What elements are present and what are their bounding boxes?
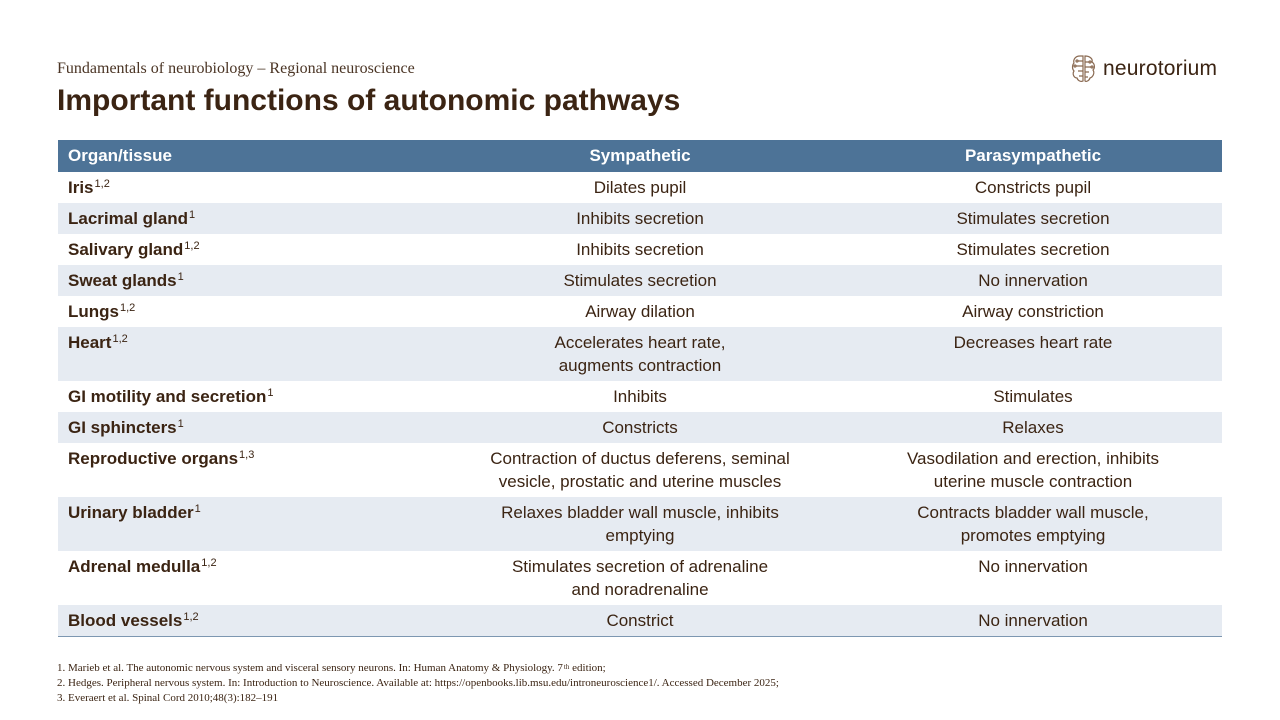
table-row bbox=[58, 443, 1222, 497]
reference-3: 3. Everaert et al. Spinal Cord 2010;48(3):182–191 bbox=[57, 692, 279, 704]
sympathetic-cell bbox=[436, 327, 844, 381]
reference-superscript: 1 bbox=[267, 387, 274, 399]
parasympathetic-cell bbox=[844, 497, 1222, 551]
sympathetic-text: Inhibits bbox=[613, 387, 667, 406]
organ-name: Blood vessels bbox=[68, 611, 183, 630]
organ-name: Lungs bbox=[68, 302, 119, 321]
parasympathetic-cell bbox=[844, 296, 1222, 327]
parasympathetic-text: Stimulates bbox=[993, 387, 1073, 406]
organ-name: Sweat glands bbox=[68, 271, 177, 290]
sympathetic-text: Contraction of ductus deferens, seminal bbox=[490, 449, 790, 468]
table-row bbox=[58, 234, 1222, 265]
reference-superscript: 1,2 bbox=[184, 240, 200, 252]
parasympathetic-cell bbox=[844, 381, 1222, 412]
table-row bbox=[58, 551, 1222, 605]
parasympathetic-text: No innervation bbox=[978, 611, 1088, 630]
sympathetic-cell bbox=[436, 234, 844, 265]
parasympathetic-cell bbox=[844, 412, 1222, 443]
sympathetic-cell bbox=[436, 265, 844, 296]
organ-cell bbox=[58, 203, 436, 234]
parasympathetic-text: Stimulates secretion bbox=[956, 240, 1110, 259]
parasympathetic-text: Decreases heart rate bbox=[953, 333, 1113, 352]
parasympathetic-text: Stimulates secretion bbox=[956, 209, 1110, 228]
parasympathetic-text: No innervation bbox=[978, 271, 1088, 290]
sympathetic-text: augments contraction bbox=[558, 356, 722, 375]
reference-superscript: 1,3 bbox=[239, 449, 255, 461]
sympathetic-cell bbox=[436, 381, 844, 412]
autonomic-functions-table bbox=[58, 140, 1222, 637]
organ-cell bbox=[58, 296, 436, 327]
reference-superscript: 1 bbox=[188, 209, 196, 221]
organ-cell bbox=[58, 605, 436, 637]
sympathetic-cell bbox=[436, 296, 844, 327]
sympathetic-text: Inhibits secretion bbox=[576, 240, 704, 259]
sympathetic-text: emptying bbox=[605, 526, 675, 545]
table-row bbox=[58, 327, 1222, 381]
organ-cell bbox=[58, 234, 436, 265]
table-row bbox=[58, 497, 1222, 551]
parasympathetic-text: No innervation bbox=[978, 557, 1088, 576]
column-header-sympathetic: Sympathetic bbox=[436, 140, 844, 172]
organ-cell bbox=[58, 381, 436, 412]
sympathetic-text: Airway dilation bbox=[585, 302, 695, 321]
parasympathetic-cell bbox=[844, 443, 1222, 497]
organ-name: Salivary gland bbox=[68, 240, 184, 259]
sympathetic-text: Constricts bbox=[602, 418, 678, 437]
organ-name: Iris bbox=[68, 178, 94, 197]
organ-name: Adrenal medulla bbox=[68, 557, 201, 576]
sympathetic-text: Inhibits secretion bbox=[576, 209, 704, 228]
parasympathetic-text: Constricts pupil bbox=[974, 178, 1092, 197]
parasympathetic-cell bbox=[844, 327, 1222, 381]
sympathetic-text: and noradrenaline bbox=[571, 580, 709, 599]
reference-2: 2. Hedges. Peripheral nervous system. In: Introduction to Neuroscience. Available at: https://openbooks.lib.msu.edu/introneuroscience1/. Accessed December 2025; bbox=[57, 677, 779, 689]
slide-subtitle: Fundamentals of neurobiology – Regional neuroscience bbox=[57, 60, 415, 77]
organ-name: GI sphincters bbox=[68, 418, 177, 437]
parasympathetic-cell bbox=[844, 203, 1222, 234]
brain-circuit-icon bbox=[1071, 53, 1097, 85]
sympathetic-cell bbox=[436, 443, 844, 497]
table-row bbox=[58, 296, 1222, 327]
organ-cell bbox=[58, 327, 436, 381]
parasympathetic-text: Contracts bladder wall muscle, bbox=[917, 503, 1149, 522]
column-header-organ: Organ/tissue bbox=[58, 140, 436, 172]
sympathetic-cell bbox=[436, 172, 844, 203]
reference-superscript: 1 bbox=[177, 271, 184, 283]
parasympathetic-cell bbox=[844, 234, 1222, 265]
organ-name: Urinary bladder bbox=[68, 503, 194, 522]
table-row bbox=[58, 412, 1222, 443]
parasympathetic-cell bbox=[844, 265, 1222, 296]
reference-superscript: 1,2 bbox=[183, 611, 199, 623]
sympathetic-text: Accelerates heart rate, bbox=[554, 333, 726, 352]
table-row bbox=[58, 172, 1222, 203]
organ-name: Reproductive organs bbox=[68, 449, 239, 468]
sympathetic-cell bbox=[436, 412, 844, 443]
organ-name: Lacrimal gland bbox=[68, 209, 188, 228]
organ-cell bbox=[58, 443, 436, 497]
sympathetic-text: Stimulates secretion of adrenaline bbox=[511, 557, 769, 576]
organ-name: GI motility and secretion bbox=[68, 387, 267, 406]
reference-superscript: 1 bbox=[177, 418, 184, 430]
sympathetic-text: Constrict bbox=[606, 611, 674, 630]
table-row bbox=[58, 605, 1222, 637]
logo-wordmark: neurotorium bbox=[1103, 57, 1218, 80]
parasympathetic-text: Relaxes bbox=[1002, 418, 1064, 437]
sympathetic-cell bbox=[436, 497, 844, 551]
reference-superscript: 1,2 bbox=[201, 557, 217, 569]
table-header-row bbox=[58, 140, 1222, 172]
reference-superscript: 1,2 bbox=[112, 333, 128, 345]
sympathetic-text: vesicle, prostatic and uterine muscles bbox=[498, 472, 782, 491]
column-header-parasympathetic: Parasympathetic bbox=[844, 140, 1222, 172]
references bbox=[57, 661, 779, 706]
organ-cell bbox=[58, 265, 436, 296]
parasympathetic-text: Vasodilation and erection, inhibits bbox=[906, 449, 1159, 468]
reference-superscript: 1,2 bbox=[120, 302, 136, 314]
table-body bbox=[58, 172, 1222, 637]
neurotorium-logo bbox=[1071, 53, 1217, 85]
sympathetic-cell bbox=[436, 551, 844, 605]
reference-superscript: 1,2 bbox=[94, 178, 110, 190]
slide-title: Important functions of autonomic pathways bbox=[57, 84, 681, 117]
parasympathetic-text: uterine muscle contraction bbox=[933, 472, 1133, 491]
organ-cell bbox=[58, 551, 436, 605]
organ-cell bbox=[58, 172, 436, 203]
parasympathetic-text: promotes emptying bbox=[960, 526, 1106, 545]
organ-name: Heart bbox=[68, 333, 112, 352]
organ-cell bbox=[58, 412, 436, 443]
organ-cell bbox=[58, 497, 436, 551]
reference-superscript: 1 bbox=[194, 503, 201, 515]
table-row bbox=[58, 381, 1222, 412]
table-row bbox=[58, 265, 1222, 296]
parasympathetic-cell bbox=[844, 605, 1222, 637]
parasympathetic-cell bbox=[844, 172, 1222, 203]
sympathetic-cell bbox=[436, 203, 844, 234]
sympathetic-text: Dilates pupil bbox=[593, 178, 687, 197]
table-row bbox=[58, 203, 1222, 234]
reference-1: 1. Marieb et al. The autonomic nervous system and visceral sensory neurons. In: Human Anatomy & Physiology. 7th edition; bbox=[57, 662, 606, 674]
sympathetic-text: Stimulates secretion bbox=[563, 271, 717, 290]
sympathetic-text: Relaxes bladder wall muscle, inhibits bbox=[501, 503, 779, 522]
parasympathetic-cell bbox=[844, 551, 1222, 605]
parasympathetic-text: Airway constriction bbox=[962, 302, 1104, 321]
sympathetic-cell bbox=[436, 605, 844, 637]
